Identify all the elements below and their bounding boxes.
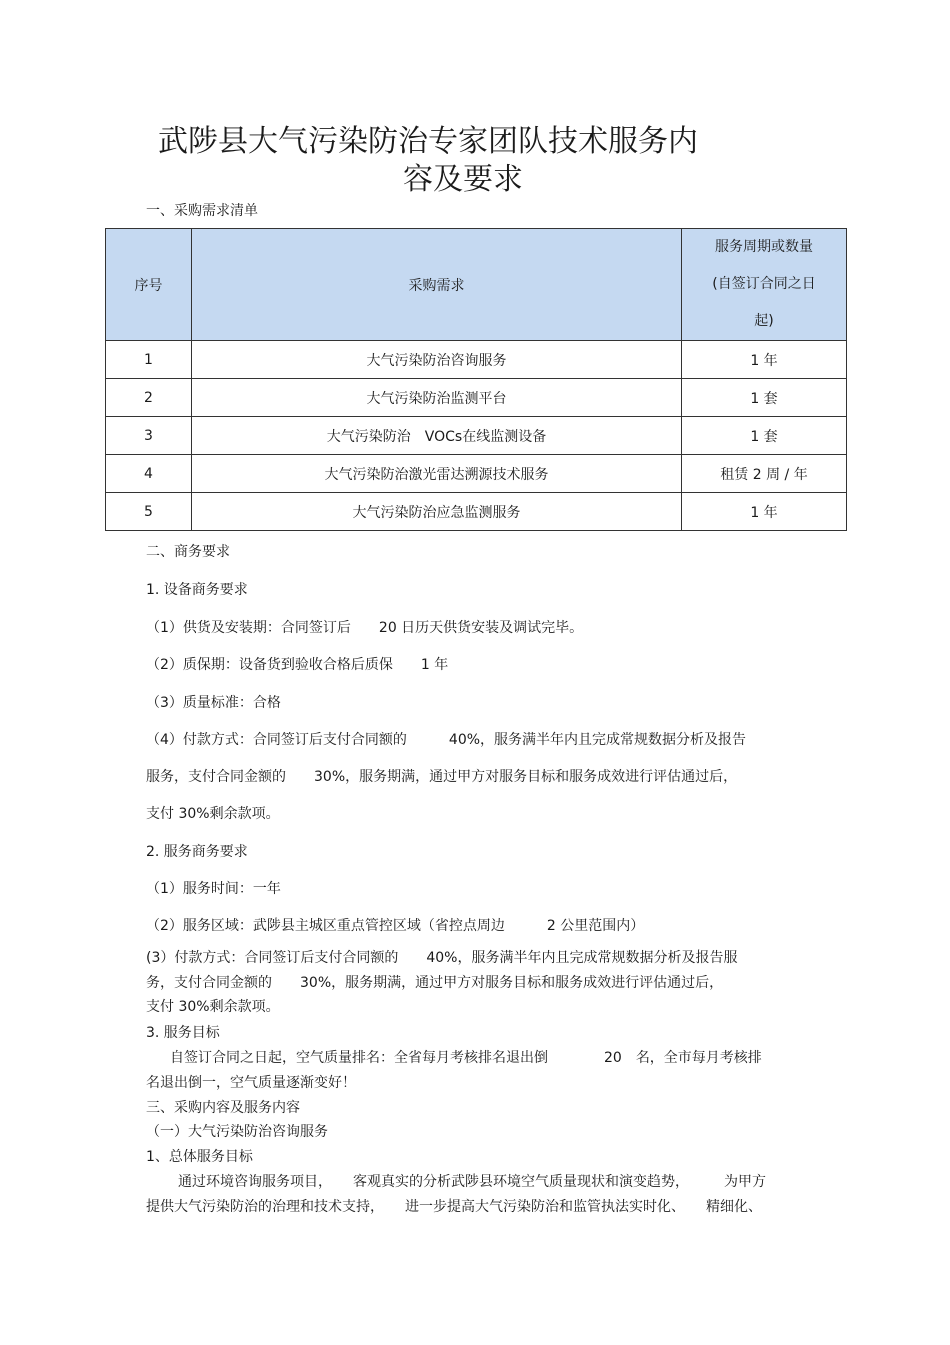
table-cell: 1 xyxy=(106,341,192,379)
paragraph-line: （1）供货及安装期：合同签订后 20 日历天供货安装及调试完毕。 xyxy=(146,620,584,636)
paragraph-line: (3）付款方式：合同签订后支付合同额的 40%，服务满半年内且完成常规数据分析及报告服 xyxy=(146,950,738,966)
table-row xyxy=(106,379,847,417)
table-cell: 大气污染防治应急监测服务 xyxy=(192,493,682,531)
table-row xyxy=(106,493,847,531)
paragraph-line: 务，支付合同金额的 30%，服务期满，通过甲方对服务目标和服务成效进行评估通过后， xyxy=(146,975,724,991)
subsection-heading: （一）大气污染防治咨询服务 xyxy=(146,1124,328,1140)
table-cell: 2 xyxy=(106,379,192,417)
paragraph-line: 支付 30%剩余款项。 xyxy=(146,999,280,1015)
table-cell: 大气污染防治 VOCs在线监测设备 xyxy=(192,417,682,455)
requirements-table xyxy=(105,228,847,531)
section-heading: 一、采购需求清单 xyxy=(146,203,258,219)
paragraph-line: 通过环境咨询服务项目， 客观真实的分析武陟县环境空气质量现状和演变趋势， 为甲方 xyxy=(178,1174,766,1190)
paragraph-line: （2）服务区域：武陟县主城区重点管控区域（省控点周边 2 公里范围内） xyxy=(146,918,645,934)
subsection-heading: 3. 服务目标 xyxy=(146,1025,220,1041)
header-period-line-3: 起) xyxy=(754,313,774,329)
paragraph-line: 名退出倒一，空气质量逐渐变好！ xyxy=(146,1075,356,1091)
table-cell: 3 xyxy=(106,417,192,455)
table-row xyxy=(106,455,847,493)
table-cell: 5 xyxy=(106,493,192,531)
header-cell-index: 序号 xyxy=(106,229,192,341)
header-cell-period xyxy=(682,229,847,341)
table-cell: 1 套 xyxy=(682,417,847,455)
header-period-line-2: (自签订合同之日 xyxy=(712,276,816,292)
subsection-heading: 2. 服务商务要求 xyxy=(146,844,248,860)
paragraph-line: 服务，支付合同金额的 30%，服务期满，通过甲方对服务目标和服务成效进行评估通过后， xyxy=(146,769,738,785)
paragraph-line: 自签订合同之日起，空气质量排名：全省每月考核排名退出倒 20 名，全市每月考核排 xyxy=(170,1050,762,1066)
section-heading: 二、商务要求 xyxy=(146,544,230,560)
paragraph-line: 提供大气污染防治的治理和技术支持， 进一步提高大气污染防治和监管执法实时化、 精细化、 xyxy=(146,1199,762,1215)
header-cell-requirement: 采购需求 xyxy=(192,229,682,341)
subsection-heading: 1、总体服务目标 xyxy=(146,1149,253,1165)
table-cell: 1 套 xyxy=(682,379,847,417)
header-period-line-1: 服务周期或数量 xyxy=(715,239,813,255)
table-cell: 1 年 xyxy=(682,341,847,379)
table-cell: 大气污染防治咨询服务 xyxy=(192,341,682,379)
subsection-heading: 1. 设备商务要求 xyxy=(146,582,248,598)
table-row xyxy=(106,417,847,455)
table-cell: 租赁 2 周 / 年 xyxy=(682,455,847,493)
table-cell: 4 xyxy=(106,455,192,493)
table-cell: 大气污染防治激光雷达溯源技术服务 xyxy=(192,455,682,493)
paragraph-line: （2）质保期：设备货到验收合格后质保 1 年 xyxy=(146,657,449,673)
section-heading: 三、采购内容及服务内容 xyxy=(146,1100,300,1116)
table-cell: 大气污染防治监测平台 xyxy=(192,379,682,417)
table-header-row xyxy=(106,229,847,341)
paragraph-line: 支付 30%剩余款项。 xyxy=(146,806,280,822)
page-title-line-1: 武陟县大气污染防治专家团队技术服务内 xyxy=(158,124,698,159)
table-cell: 1 年 xyxy=(682,493,847,531)
page-title-line-2: 容及要求 xyxy=(403,162,523,197)
paragraph-line: （3）质量标准：合格 xyxy=(146,695,281,711)
table-row xyxy=(106,341,847,379)
paragraph-line: （1）服务时间：一年 xyxy=(146,881,281,897)
paragraph-line: （4）付款方式：合同签订后支付合同额的 40%，服务满半年内且完成常规数据分析及报告 xyxy=(146,732,747,748)
